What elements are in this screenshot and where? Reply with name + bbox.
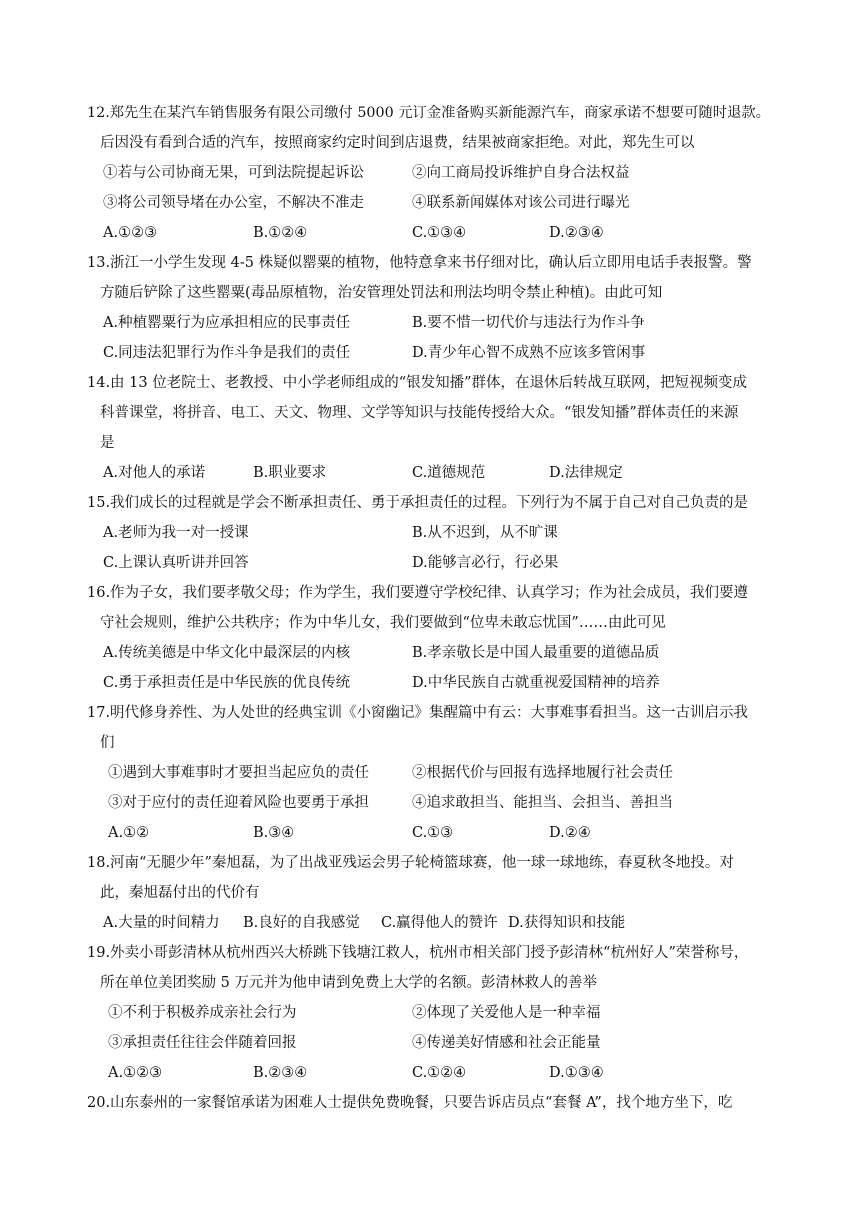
question-13-text-line-1: 13.浙江一小学生发现 4-5 株疑似罂粟的植物，他特意拿来书仔细对比，确认后立即用电话手表报警。警	[87, 255, 752, 271]
question-19-statement-2: ②体现了关爱他人是一种幸福	[412, 1005, 601, 1021]
question-20-text-line-1: 20.山东泰州的一家餐馆承诺为困难人士提供免费晚餐，只要告诉店员点“套餐 A”，找个地方坐下，吃	[87, 1095, 733, 1111]
question-16-option-c: C.勇于承担责任是中华民族的优良传统	[103, 675, 351, 691]
question-17-option-b: B.③④	[253, 825, 295, 841]
question-15-option-c: C.上课认真听讲并回答	[103, 555, 249, 571]
question-18-option-d: D.获得知识和技能	[508, 915, 626, 931]
question-19-option-c: C.①②④	[412, 1065, 467, 1081]
question-14-text-line-2: 科普课堂，将拼音、电工、天文、物理、文学等知识与技能传授给大众。“银发知播”群体责任的来源	[100, 405, 739, 421]
question-12-option-c: C.①③④	[412, 225, 467, 241]
question-16-text-line-1: 16.作为子女，我们要孝敬父母；作为学生，我们要遵守学校纪律、认真学习；作为社会成员，我们要遵	[87, 585, 749, 601]
question-14-option-a: A.对他人的承诺	[103, 465, 206, 481]
question-13-option-b: B.要不惜一切代价与违法行为作斗争	[412, 315, 645, 331]
question-16-option-b: B.孝亲敬长是中国人最重要的道德品质	[412, 645, 660, 661]
question-13-option-d: D.青少年心智不成熟不应该多管闲事	[412, 345, 646, 361]
question-17-text-line-2: 们	[100, 735, 115, 751]
question-16-option-a: A.传统美德是中华文化中最深层的内核	[103, 645, 351, 661]
question-18-option-a: A.大量的时间精力	[103, 915, 220, 931]
question-12-statement-4: ④联系新闻媒体对该公司进行曝光	[412, 195, 630, 211]
question-12-text-line-2: 后因没有看到合适的汽车，按照商家约定时间到店退费，结果被商家拒绝。对此，郑先生可以	[100, 135, 695, 151]
question-17-option-d: D.②④	[549, 825, 591, 841]
question-13-option-a: A.种植罂粟行为应承担相应的民事责任	[103, 315, 351, 331]
question-17-option-c: C.①③	[412, 825, 454, 841]
question-14-option-c: C.道德规范	[412, 465, 486, 481]
question-17-option-a: A.①②	[108, 825, 150, 841]
question-18-option-b: B.良好的自我感觉	[243, 915, 360, 931]
question-17-statement-2: ②根据代价与回报有选择地履行社会责任	[412, 765, 673, 781]
question-17-statement-4: ④追求敢担当、能担当、会担当、善担当	[412, 795, 673, 811]
question-15-option-d: D.能够言必行，行必果	[412, 555, 559, 571]
question-18-text-line-1: 18.河南“无腿少年”秦旭磊，为了出战亚残运会男子轮椅篮球赛，他一球一球地练，春夏秋冬地投。对	[87, 855, 734, 871]
question-14-text-line-3: 是	[100, 435, 115, 451]
question-12-option-b: B.①②④	[253, 225, 308, 241]
question-19-option-d: D.①③④	[549, 1065, 604, 1081]
question-12-statement-2: ②向工商局投诉维护自身合法权益	[412, 165, 630, 181]
question-14-option-b: B.职业要求	[253, 465, 327, 481]
question-19-statement-3: ③承担责任往往会伴随着回报	[108, 1035, 297, 1051]
question-18-option-c: C.赢得他人的赞许	[381, 915, 498, 931]
question-17-text-line-1: 17.明代修身养性、为人处世的经典宝训《小窗幽记》集醒篇中有云：大事难事看担当。这一古训启示我	[87, 705, 749, 721]
question-12-statement-3: ③将公司领导堵在办公室，不解决不准走	[103, 195, 364, 211]
question-19-option-b: B.②③④	[253, 1065, 308, 1081]
question-12-option-a: A.①②③	[103, 225, 158, 241]
question-16-text-line-2: 守社会规则，维护公共秩序；作为中华儿女，我们要做到“位卑未敢忘忧国”……由此可见	[100, 615, 666, 631]
question-14-text-line-1: 14.由 13 位老院士、老教授、中小学老师组成的“银发知播”群体，在退休后转战互联网，把短视频变成	[87, 375, 748, 391]
question-19-text-line-2: 所在单位美团奖励 5 万元并为他申请到免费上大学的名额。彭清林救人的善举	[100, 975, 597, 991]
question-12-option-d: D.②③④	[549, 225, 604, 241]
question-15-option-a: A.老师为我一对一授课	[103, 525, 249, 541]
question-13-option-c: C.同违法犯罪行为作斗争是我们的责任	[103, 345, 351, 361]
question-19-statement-4: ④传递美好情感和社会正能量	[412, 1035, 601, 1051]
question-12-statement-1: ①若与公司协商无果，可到法院提起诉讼	[103, 165, 364, 181]
question-19-statement-1: ①不利于积极养成亲社会行为	[108, 1005, 297, 1021]
question-15-option-b: B.从不迟到，从不旷课	[412, 525, 558, 541]
question-14-option-d: D.法律规定	[549, 465, 623, 481]
question-15-text-line-1: 15.我们成长的过程就是学会不断承担责任、勇于承担责任的过程。下列行为不属于自己对自己负责的是	[87, 495, 749, 511]
question-12-text-line-1: 12.郑先生在某汽车销售服务有限公司缴付 5000 元订金准备购买新能源汽车，商家承诺不想要可随时退款。	[87, 105, 770, 121]
question-17-statement-3: ③对于应付的责任迎着风险也要勇于承担	[108, 795, 369, 811]
question-19-option-a: A.①②③	[108, 1065, 163, 1081]
question-19-text-line-1: 19.外卖小哥彭清林从杭州西兴大桥跳下钱塘江救人，杭州市相关部门授予彭清林“杭州好人”荣誉称号，	[87, 945, 749, 961]
question-18-text-line-2: 此，秦旭磊付出的代价有	[100, 885, 260, 901]
question-17-statement-1: ①遇到大事难事时才要担当起应负的责任	[108, 765, 369, 781]
question-16-option-d: D.中华民族自古就重视爱国精神的培养	[412, 675, 660, 691]
question-13-text-line-2: 方随后铲除了这些罂粟(毒品原植物，治安管理处罚法和刑法均明令禁止种植)。由此可知	[100, 285, 663, 301]
